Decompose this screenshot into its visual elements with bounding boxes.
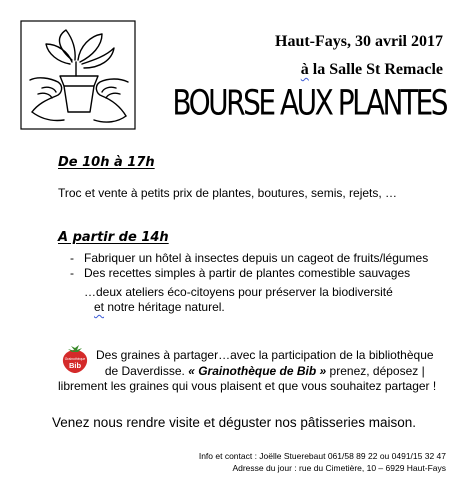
strawberry-bib-logo-icon xyxy=(60,344,90,374)
logo-text-top: Grainothèque xyxy=(64,357,86,361)
list-item xyxy=(70,251,428,266)
grainotheque-name: « Grainothèque de Bib » xyxy=(188,363,327,378)
event-venue xyxy=(301,61,443,79)
contact-info xyxy=(199,451,446,474)
venue-name: la Salle St Remacle xyxy=(308,61,443,78)
event-date-location: Haut-Fays, 30 avril 2017 xyxy=(275,33,443,50)
heritage-prefix: et xyxy=(94,300,105,314)
workshop-insect-hotel: Fabriquer un hôtel à insectes depuis un cageot de fruits/légumes xyxy=(84,251,429,265)
grainotheque-line-2-prefix: de Daverdisse. xyxy=(104,363,189,378)
heritage-line xyxy=(94,300,225,315)
troc-description: Troc et vente à petits prix de plantes, boutures, semis, rejets, … xyxy=(58,186,398,200)
list-item xyxy=(70,266,428,281)
afternoon-label: A partir de 14h xyxy=(58,230,169,245)
workshop-recipes: Des recettes simples à partir de plantes comestible sauvages xyxy=(84,266,411,280)
logo-text-bottom: Bib xyxy=(68,361,82,370)
workshop-list xyxy=(70,251,428,281)
afternoon-heading xyxy=(58,230,169,245)
address-line: Adresse du jour : rue du Cimetière, 10 – 6929 Haut-Fays xyxy=(232,462,446,473)
hours-heading xyxy=(58,155,155,170)
hours-label: De 10h à 17h xyxy=(58,155,155,170)
hands-holding-plant-pot-icon xyxy=(20,20,136,130)
ateliers-line: …deux ateliers éco-citoyens pour préserver la biodiversité xyxy=(84,285,393,299)
heritage-text: notre héritage naturel. xyxy=(104,300,225,314)
list-bullet: - xyxy=(70,251,74,265)
venue-prefix: à xyxy=(300,61,309,78)
grainotheque-line-1: Des graines à partager…avec la participation de la bibliothèque xyxy=(96,348,434,362)
grainotheque-line-2 xyxy=(96,364,434,380)
grainotheque-line-2-suffix: prenez, déposez | xyxy=(326,363,425,378)
grainotheque-line-3: librement les graines qui vous plaisent et que vous souhaitez partager ! xyxy=(58,379,437,393)
page-title: BOURSE AUX PLANTES xyxy=(172,82,446,124)
grainotheque-paragraph xyxy=(96,348,434,379)
contact-line: Info et contact : Joëlle Stuerebaut 061/58 89 22 ou 0491/15 32 47 xyxy=(198,451,446,461)
visit-invitation: Venez nous rendre visite et déguster nos pâtisseries maison. xyxy=(52,415,416,430)
list-bullet: - xyxy=(70,266,74,280)
